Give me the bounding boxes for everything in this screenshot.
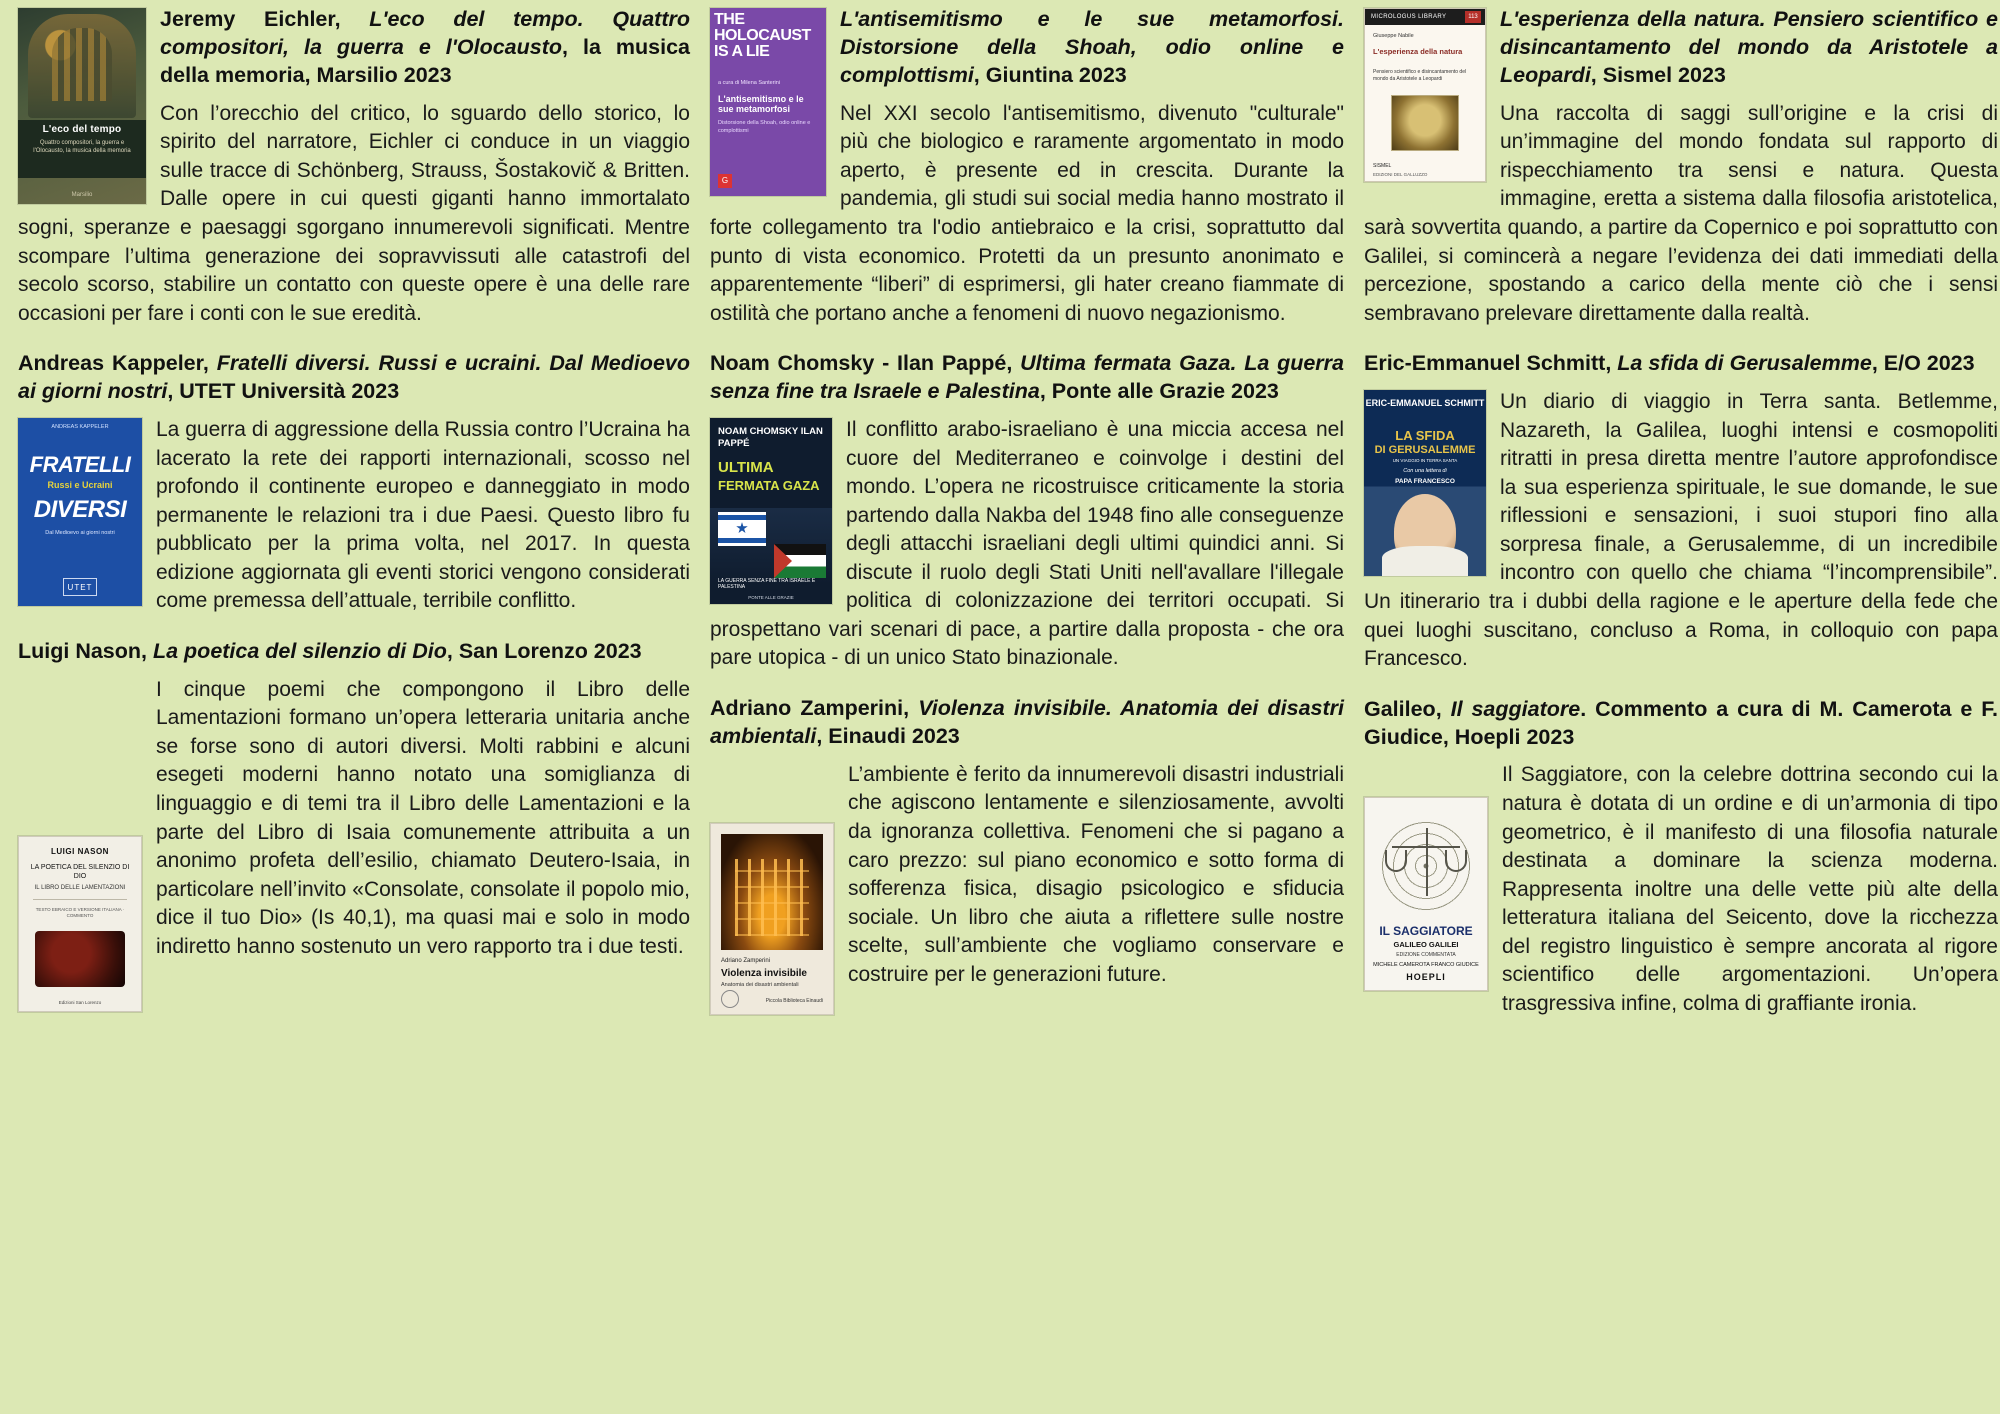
entry-heading-tail: , E/O 2023 bbox=[1871, 351, 1975, 376]
cover-note: Con una lettera di bbox=[1403, 468, 1447, 475]
cover-subtitle-line: Russi e Ucraini bbox=[47, 480, 113, 491]
cover-title: IL SAGGIATORE bbox=[1379, 924, 1473, 939]
entry-body: I cinque poemi che compongono il Libro delle Lamentazioni formano un’opera letteraria unitaria anche se forse sono di autori diversi. Molti rabbini e alcuni esegeti moderni hanno notato una somiglianza di linguaggio e di temi tra il Libro delle Lamentazioni e la parte del Libro di Isaia comunemente attribuita a un anonimo profeta dell’esilio, chiamato Deutero-Isaia, in particolare nell’invito «Consolate, consolate il popolo mio, dice il tuo Dio» (Is 40,1), ma quasi mai e solo in modo indiretto hanno sostenuto un vero rapporto tra i due testi. bbox=[156, 677, 690, 958]
cover-art bbox=[1394, 494, 1456, 570]
cover-series: MICROLOGUS LIBRARY bbox=[1365, 9, 1485, 25]
entry-body: Il Saggiatore, con la celebre dottrina secondo cui la natura è dotata di un ordine e di un’armonia di tipo geometrico, è il manifesto di una filosofia naturale destinata a dominare la scienza moderna. Rappresenta inoltre una delle vette più alte della letteratura italiana del Seicento, dove la ricchezza del registro linguistico è sempre ancorata al rigore scientifico delle argomentazioni. Un’opera trasgressiva infine, colma di graffiante ironia. bbox=[1502, 763, 1998, 1015]
cover-subtitle: LA GUERRA SENZA FINE TRA ISRAELE E PALESTINA bbox=[718, 578, 816, 591]
entry-heading bbox=[1364, 696, 1998, 752]
column-3 bbox=[1354, 6, 2000, 1414]
cover-author: ERIC-EMMANUEL SCHMITT bbox=[1365, 398, 1485, 409]
cover-author: Adriano Zamperini bbox=[721, 957, 771, 964]
entry-heading-tail: , Einaudi 2023 bbox=[816, 723, 960, 748]
column-1 bbox=[8, 6, 700, 1414]
entry-title: Fratelli diversi. Russi e ucraini. Dal Medioevo ai giorni nostri bbox=[18, 351, 690, 404]
cover-publisher: PONTE ALLE GRAZIE bbox=[748, 595, 794, 601]
cover-title: L'esperienza della natura bbox=[1373, 47, 1463, 56]
cover-title: L'eco del tempo bbox=[42, 124, 122, 135]
cover-subtitle: Anatomia dei disastri ambientali bbox=[721, 981, 799, 988]
entry-title: La poetica del silenzio di Dio bbox=[152, 638, 447, 663]
cover-subtitle: UN VIAGGIO IN TERRA SANTA bbox=[1392, 458, 1458, 464]
cover-publisher: Marsilio bbox=[71, 192, 93, 198]
cover-sfida-gerusalemme bbox=[1364, 390, 1486, 576]
cover-title-line2: DI GERUSALEMME bbox=[1374, 444, 1476, 457]
entry-esperienza-natura bbox=[1364, 6, 1998, 342]
cover-art bbox=[28, 14, 136, 118]
cover-subtitle: Pensiero scientifico e disincantamento del mondo da Aristotele a Leopardi bbox=[1373, 69, 1467, 82]
cover-eichler bbox=[18, 8, 146, 204]
entry-heading bbox=[18, 350, 690, 406]
cover-note2: PAPA FRANCESCO bbox=[1395, 478, 1455, 486]
entry-body: Una raccolta di saggi sull’origine e la crisi di un’immagine del mondo fondata sul rapporto di rispecchiamento tra sensi e natura. Questa immagine, eretta a sistema dalla filosofia aristotelica, sarà sovvertita quando, a partire da Copernico e poi soprattutto con Galilei, si comincerà a negare l’evidenza dei dati immediati della percezione, spostando a carico della mente ciò che i sensi sembravano prelevare direttamente dalla realtà. bbox=[1364, 101, 1998, 325]
cover-fine-print: TESTO EBRAICO E VERSIONE ITALIANA · COMMENTO bbox=[35, 906, 125, 919]
cover-publisher-badge: G bbox=[718, 174, 732, 188]
cover-author: LUIGI NASON bbox=[51, 846, 109, 856]
entry-title: La sfida di Gerusalemme bbox=[1617, 351, 1872, 376]
scale-pan-left bbox=[1385, 850, 1407, 872]
entry-heading-tail: , Sismel 2023 bbox=[1590, 62, 1726, 87]
cover-publisher: SISMEL bbox=[1373, 163, 1392, 169]
cover-publisher: HOEPLI bbox=[1406, 972, 1446, 983]
star-of-david-icon bbox=[736, 522, 748, 534]
entry-body: La guerra di aggressione della Russia contro l’Ucraina ha lacerato la rete dei rapporti internazionali, scosso nel profondo il continente europeo e danneggiato in modo permanente le relazioni tra i due Paesi. Questo libro fu pubblicato per la prima volta, nel 2017. In questa edizione aggiornata gli eventi storici vengono considerati come premessa dell’attuale, terribile conflitto. bbox=[156, 418, 690, 613]
cover-publisher-sub: EDIZIONI DEL GALLUZZO bbox=[1373, 172, 1428, 177]
entry-title: L'esperienza della natura. Pensiero scientifico e disincantamento del mondo da Aristotele a Leopardi bbox=[1500, 7, 1998, 87]
cover-title: L'antisemitismo e le sue metamorfosi bbox=[718, 94, 804, 114]
entry-schmitt bbox=[1364, 350, 1998, 687]
entry-author: Jeremy Eichler, bbox=[160, 7, 370, 31]
cover-editors: MICHELE CAMEROTA FRANCO GIUDICE bbox=[1373, 962, 1479, 969]
palestine-flag-icon bbox=[774, 544, 826, 578]
entry-author: Galileo, bbox=[1364, 696, 1451, 721]
entry-heading-tail: . Commento a cura di M. Camerota e F. Giudice, Hoepli 2023 bbox=[1364, 696, 1998, 749]
cover-title-line1: FRATELLI bbox=[29, 452, 131, 478]
publisher-logo-icon bbox=[721, 990, 739, 1008]
column-2 bbox=[700, 6, 1354, 1414]
cover-divider bbox=[33, 899, 127, 900]
cover-authors: NOAM CHOMSKY ILAN PAPPÉ bbox=[718, 426, 823, 449]
cover-title-line1: LA SFIDA bbox=[1395, 428, 1455, 444]
cover-banner: THE HOLOCAUST IS A LIE bbox=[714, 11, 811, 60]
entry-title: Il saggiatore bbox=[1450, 696, 1581, 721]
cover-author: Giuseppe Nabile bbox=[1373, 33, 1414, 39]
cover-publisher: Piccola Biblioteca Einaudi bbox=[765, 997, 823, 1004]
entry-heading bbox=[710, 350, 1344, 406]
entry-title: Violenza invisibile. Anatomia dei disastri ambientali bbox=[710, 695, 1344, 748]
entry-body: L’ambiente è ferito da innumerevoli disastri industriali che agiscono lentamente e silenziosamente, avvolti da ignoranza collettiva. Fenomeni che si pagano a caro prezzo: sul piano economico e sotto forma di sofferenza fisica, disagio psicologico e sfiducia sociale. Un libro che aiuta a riflettere sulle nostre scelte, sull’ambiente che vogliamo conservare e costruire per le generazioni future. bbox=[848, 762, 1344, 986]
cover-il-saggiatore bbox=[1364, 797, 1488, 991]
cover-title: Violenza invisibile bbox=[721, 967, 807, 979]
entry-eichler bbox=[18, 6, 690, 342]
cover-publisher: UTET bbox=[63, 578, 97, 596]
cover-subtitle: IL LIBRO DELLE LAMENTAZIONI bbox=[34, 884, 126, 891]
cover-title-line2: FERMATA GAZA bbox=[718, 478, 820, 494]
cover-title: LA POETICA DEL SILENZIO DI DIO bbox=[30, 863, 130, 880]
cover-art bbox=[1391, 95, 1459, 151]
entry-heading-tail: , Giuntina 2023 bbox=[973, 62, 1127, 87]
cover-subtitle: Distorsione della Shoah, odio online e complottismi bbox=[718, 120, 811, 134]
cover-fratelli bbox=[18, 418, 142, 606]
israel-flag-icon bbox=[718, 512, 766, 546]
entry-antisemitismo bbox=[710, 6, 1344, 342]
scale-pan-right bbox=[1445, 850, 1467, 872]
entry-heading-tail: , San Lorenzo 2023 bbox=[446, 638, 642, 663]
entry-heading bbox=[1364, 350, 1998, 378]
cover-violenza-invisibile bbox=[710, 823, 834, 1015]
entry-author: Eric-Emmanuel Schmitt, bbox=[1364, 351, 1618, 376]
entry-zamperini bbox=[710, 695, 1344, 1019]
entry-title: L'eco del tempo. Quattro compositori, la guerra e l'Olocausto bbox=[160, 7, 690, 59]
cover-antisemitismo bbox=[710, 8, 826, 196]
entry-galileo bbox=[1364, 696, 1998, 1033]
cover-title-line1: ULTIMA bbox=[718, 459, 774, 477]
cover-subtitle: Quattro compositori, la guerra e l'Olocausto, la musica della memoria bbox=[33, 140, 131, 154]
entry-author: Luigi Nason, bbox=[18, 638, 153, 663]
entry-body: Nel XXI secolo l'antisemitismo, divenuto "culturale" più che biologico e raramente argomentato in modo aperto, è presente ed in crescita. Durante la pandemia, gli studi sui social media hanno mostrato il forte collegamento tra l'odio antiebraico e la crisi, soprattutto dal punto di vista economico. Protetti da un presunto anonimato e apparentemente “liberi” di esprimersi, gli hater creano fiammate di ostilità che portano anche a fenomeni di nuovo negazionismo. bbox=[710, 101, 1344, 325]
entry-heading-tail: , UTET Università 2023 bbox=[167, 379, 400, 404]
cover-author: GALILEO GALILEI bbox=[1393, 940, 1459, 950]
cover-title-line2: DIVERSI bbox=[33, 496, 127, 524]
cover-publisher: Edizioni San Lorenzo bbox=[58, 999, 102, 1005]
entry-body: Con l’orecchio del critico, lo sguardo dello storico, lo spirito del narratore, Eichler ci conduce in un viaggio sulle tracce di Schönberg, Strauss, Šostakovič & Britten. Dalle opere in cui questi giganti hanno immortalato sogni, speranze e paesaggi sgorgano innumerevoli significati. Mentre scompare l’ultima generazione dei sopravvissuti alle catastrofi del secolo scorso, stabilire un contatto con queste opere è una delle rare occasioni per fare i conti con le sue eredità. bbox=[18, 101, 690, 325]
entry-heading bbox=[710, 695, 1344, 751]
cover-author: ANDREAS KAPPELER bbox=[51, 424, 109, 431]
cover-nason bbox=[18, 836, 142, 1012]
entry-author: Andreas Kappeler, bbox=[18, 351, 217, 376]
entry-author: Adriano Zamperini, bbox=[710, 695, 919, 720]
entry-title: Ultima fermata Gaza. La guerra senza fine tra Israele e Palestina bbox=[710, 351, 1344, 404]
cover-art bbox=[710, 508, 832, 584]
cover-editor: a cura di Milena Santerini bbox=[718, 80, 781, 86]
cover-esperienza-natura bbox=[1364, 8, 1486, 182]
cover-subtitle2: Dal Medioevo ai giorni nostri bbox=[45, 530, 115, 537]
entry-heading-tail: , Ponte alle Grazie 2023 bbox=[1039, 379, 1279, 404]
entry-heading-tail: , la musica della memoria, Marsilio 2023 bbox=[160, 34, 691, 87]
entry-body: Il conflitto arabo-israeliano è una miccia accesa nel cuore del Mediterraneo e coinvolge i destini del mondo. L’opera ne ricostruisce criticamente la storia partendo dalla Nakba del 1948 fino alle conseguenze degli attacchi israeliani degli ultimi quindici anni. Si discute il ruolo degli Stati Uniti nell'avallare l'illegale politica di colonizzazione dei territori occupati. Si prospettano vari scenari di pace, a partire dalla proposta - che ora pare utopica - di un unico Stato binazionale. bbox=[710, 418, 1344, 670]
entry-author: Noam Chomsky - Ilan Pappé, bbox=[710, 351, 1021, 376]
cover-edition: EDIZIONE COMMENTATA bbox=[1396, 952, 1456, 959]
entry-body: Un diario di viaggio in Terra santa. Betlemme, Nazareth, la Galilea, luoghi intensi e cosmopoliti ritratti in presa diretta mentre l’autore approfondisce la sua esperienza spirituale, le sue domande, le sue riflessioni e sensazioni, i suoi stupori fino alla sorpresa finale, a Gerusalemme, di un incredibile incontro con quello che chiama “l’incomprensibile”. Un itinerario tra i dubbi della ragione e le aperture della fede che quei luoghi suscitano, concluso a Roma, in colloquio con papa Francesco. bbox=[1364, 390, 1998, 671]
entry-heading bbox=[18, 638, 690, 666]
entry-nason bbox=[18, 638, 690, 1016]
cover-art bbox=[721, 834, 823, 950]
balance-scale-icon bbox=[1365, 828, 1487, 908]
cover-art bbox=[35, 931, 125, 987]
entry-chomsky-pappe bbox=[710, 350, 1344, 687]
entry-title: L'antisemitismo e le sue metamorfosi. Distorsione della Shoah, odio online e complottismi bbox=[840, 7, 1344, 87]
cover-series-number: 113 bbox=[1465, 11, 1481, 23]
entry-kappeler bbox=[18, 350, 690, 630]
cover-ultima-fermata-gaza bbox=[710, 418, 832, 604]
